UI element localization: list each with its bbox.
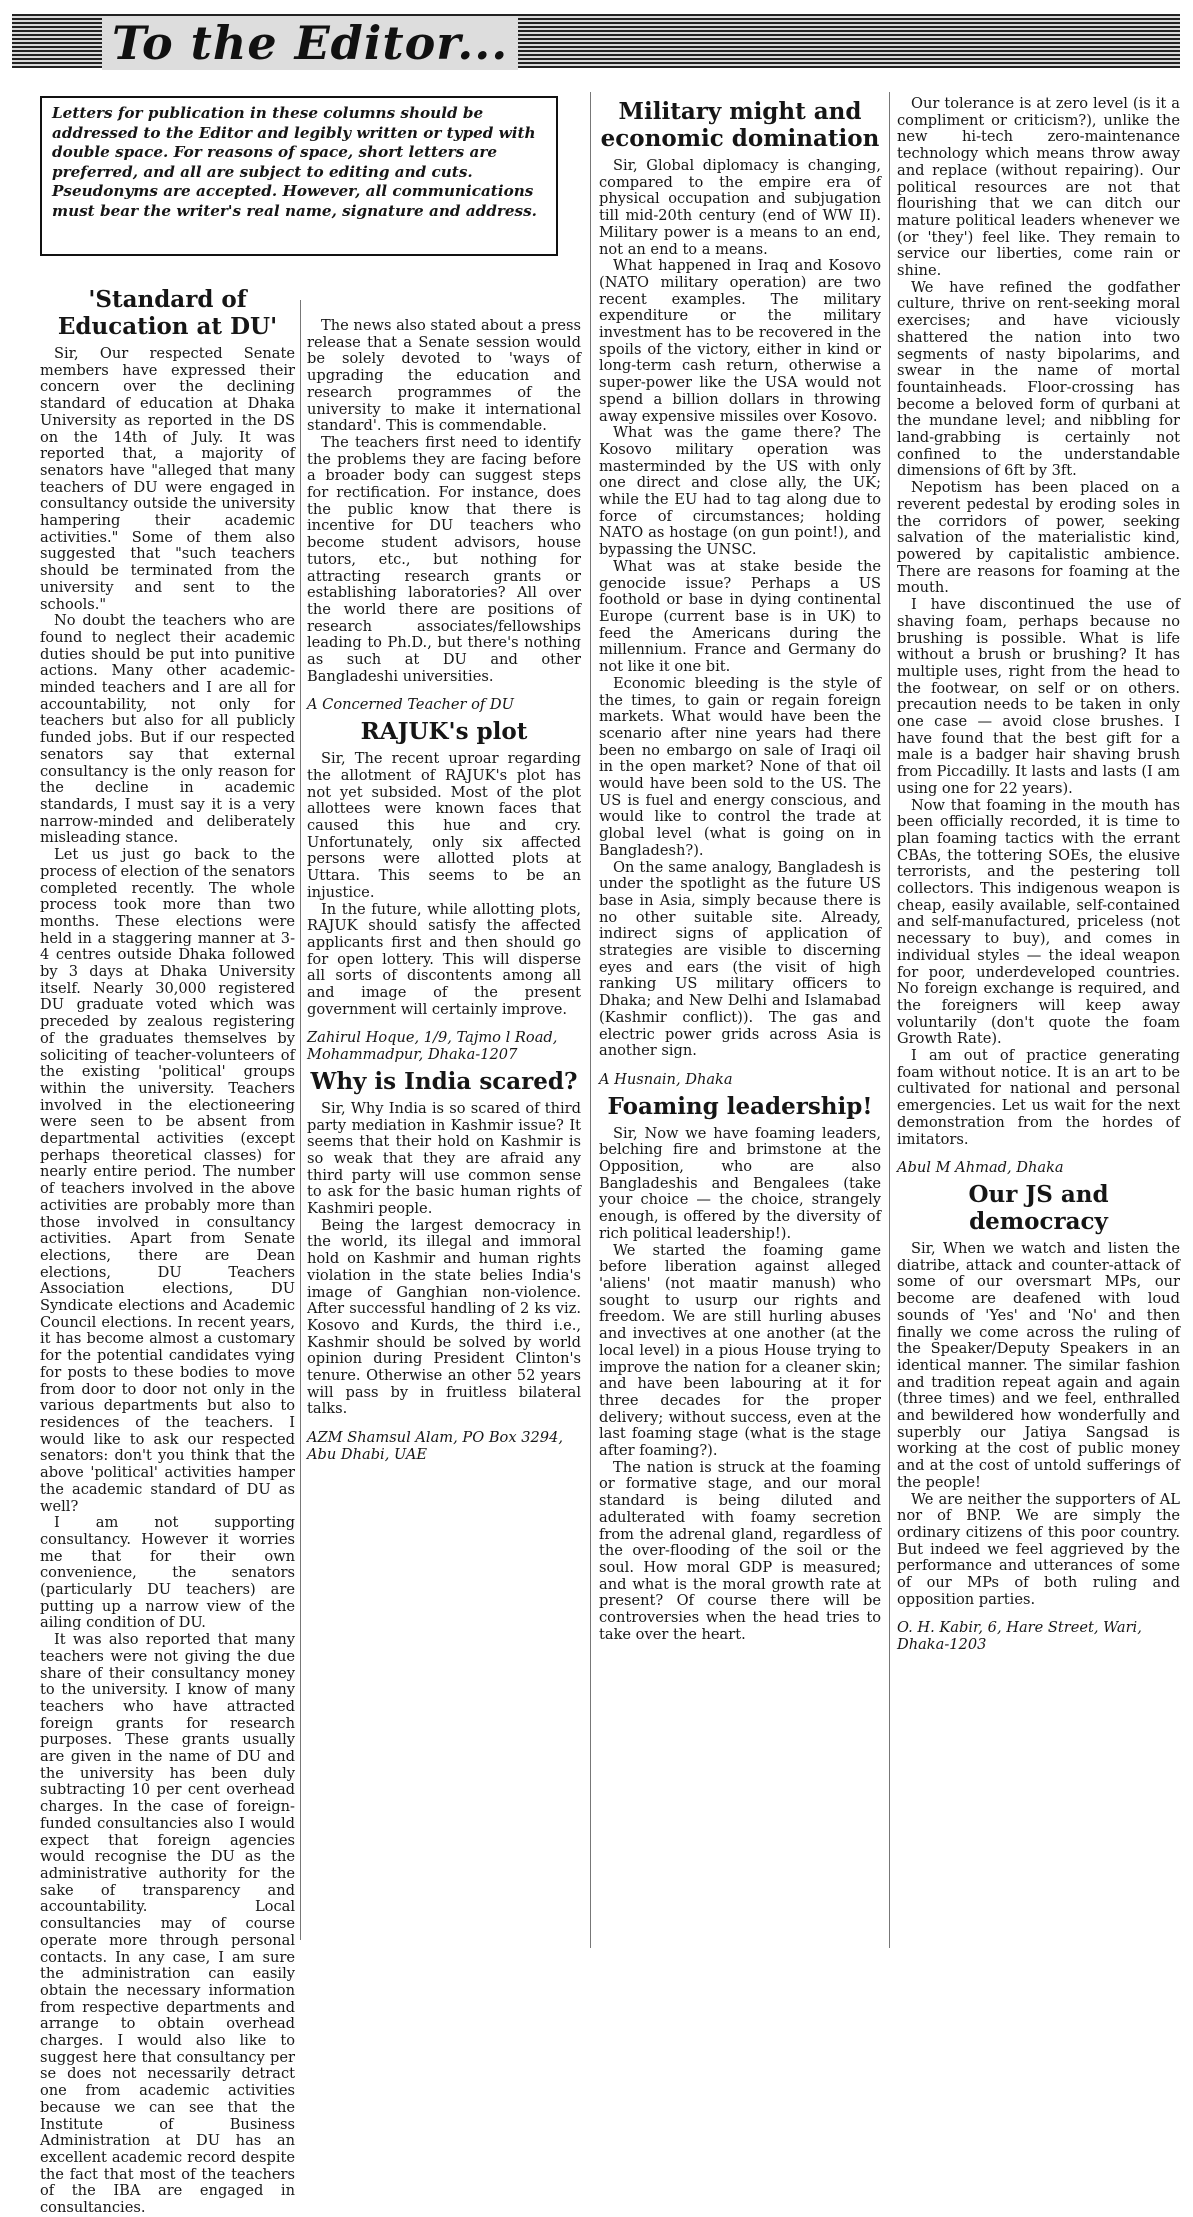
letter-paragraph: On the same analogy, Bangladesh is under the spotlight as the future US base in Asia, simply because there is no other suitable site. Already, indirect signs of application of strategies are visible to discerning eyes and ears (the visit of high ranking US military officers to Dhaka; and New Delhi and Islamabad (Kashmir conflict)). The gas and electric power grids across Asia is another sign. (599, 858, 881, 1060)
letter-paragraph: What was at stake beside the genocide issue? Perhaps a US foothold or base in dying continental Europe (current base is in UK) to feed the Americans during the millennium. France and Germany do not like it one bit. (599, 557, 881, 676)
letter-paragraph: Let us just go back to the process of election of the senators completed recently. The whole process took more than two months. These elections were held in a staggering manner at 3-4 centres outside Dhaka followed by 3 days at Dhaka University itself. Nearly 30,000 registered DU graduate voted which was preceded by zealous registering of the graduates themselves by soliciting of teacher-volunteers of the existing 'political' groups within the university. Teachers involved in the electioneering were seen to be absent from departmental activities (except perhaps theoretical classes) for nearly entire period. The number of teachers involved in the above activities are probably more than those involved in consultancy activities. Apart from Senate elections, there are Dean elections, DU Teachers Association elections, DU Syndicate elections and Academic Council elections. In recent years, it has become almost a customary for the potential candidates vying for posts to these bodies to move from door to door not only in the various departments but also to residences of the teachers. I would like to ask our respected senators: don't you think that the above 'political' activities hamper the academic standard of DU as well? (40, 846, 295, 1515)
masthead-title: To the Editor... (102, 16, 518, 70)
letter-paragraph: It was also reported that many teachers were not giving the due share of their consultancy money to the university. I know of many teachers who have attracted foreign grants for research purposes. These grants usually are given in the name of DU and the university has been duly subtracting 10 per cent overhead charges. In the case of foreign-funded consultancies also I would expect that foreign agencies would recognise the DU as the administrative authority for the sake of transparency and accountability. Local consultancies may of course operate more through personal contacts. In any case, I am sure the administration can easily obtain the necessary information from respective departments and arrange to obtain overhead charges. I would also like to suggest here that consultancy per se does not necessarily detract one from academic activities because we can see that the Institute of Business Administration at DU has an excellent academic record despite the fact that most of the teachers of the IBA are engaged in consultancies. (40, 1631, 295, 2217)
letter-paragraph: Our tolerance is at zero level (is it a compliment or criticism?), unlike the new hi-tech zero-maintenance technology which means throw away and replace (without repairing). Our political resources are not that flourishing that we can ditch our mature political leaders whenever we (or 'they') feel like. They remain to service our liberties, come rain or shine. (897, 95, 1180, 280)
letter-paragraph: Being the largest democracy in the world, its illegal and immoral hold on Kashmir and human rights violation in the state belies India's image of Ganghian non-violence. After successful handling of 2 ks viz. Kosovo and Kurds, the third i.e., Kashmir should be solved by world opinion during President Clinton's tenure. Otherwise an other 52 years will pass by in fruitless bilateral talks. (307, 1216, 581, 1418)
column-1 (40, 282, 295, 2217)
letter-signature: O. H. Kabir, 6, Hare Street, Wari, Dhaka-1203 (897, 1619, 1142, 1654)
letter-paragraph: Sir, Why India is so scared of third party mediation in Kashmir issue? It seems that their hold on Kashmir is so weak that they are afraid any third party will use common sense to ask for the basic human rights of Kashmiri people. (307, 1099, 581, 1218)
letter-paragraph: In the future, while allotting plots, RAJUK should satisfy the affected applicants first and then should go for open lottery. This will disperse all sorts of discontents among all and image of the present government will certainly improve. (307, 900, 581, 1018)
letter-paragraph: Sir, The recent uproar regarding the allotment of RAJUK's plot has not yet subsided. Most of the plot allottees were known faces that caused this hue and cry. Unfortunately, only six affected persons were allotted plots at Uttara. This seems to be an injustice. (307, 750, 581, 901)
letter-paragraph: The teachers first need to identify the problems they are facing before a broader body can suggest steps for rectification. For instance, does the public know that there is incentive for DU teachers who become student advisors, house tutors, etc., but nothing for attracting research grants or establishing laboratories? All over the world there are positions of research associates/fellowships leading to Ph.D., but there's nothing as such at DU and other Bangladeshi universities. (307, 433, 581, 685)
letter-signature: A Concerned Teacher of DU (307, 696, 514, 714)
letter-title-js: Our JS and democracy (968, 1181, 1109, 1235)
letter-signature: A Husnain, Dhaka (599, 1070, 733, 1088)
letter-signature: AZM Shamsul Alam, PO Box 3294, Abu Dhabi, UAE (307, 1429, 563, 1463)
letter-paragraph: The nation is struck at the foaming or formative stage, and our moral standard is being diluted and adulterated with foamy secretion from the adrenal gland, regardless of the over-flooding of the soil or the soul. How moral GDP is measured; and what is the moral growth rate at present? Of course there will be controversies when the head tries to take over the heart. (599, 1458, 881, 1643)
column-3 (599, 94, 881, 1950)
letter-paragraph: The news also stated about a press release that a Senate session would be solely devoted to 'ways of upgrading the education and research programmes of the university to make it international standard'. This is commendable. (307, 317, 581, 435)
letter-paragraph: Now that foaming in the mouth has been officially recorded, it is time to plan foaming tactics with the errant CBAs, the tottering SOEs, the elusive terrorists, and the pestering toll collectors. This indigenous weapon is cheap, easily available, self-contained and self-manufactured, priceless (not necessary to buy), and comes in individual styles — the ideal weapon for poor, underdeveloped countries. No foreign exchange is required, and the foreigners will keep away voluntarily (don't quote the foam Growth Rate). (897, 796, 1180, 1048)
letter-title-rajuk: RAJUK's plot (360, 718, 528, 746)
letter-title-military: Military might and economic domination (600, 98, 880, 152)
letter-paragraph: We are neither the supporters of AL nor of BNP. We are simply the ordinary citizens of this poor country. But indeed we feel aggrieved by the performance and utterances of some of our MPs of both ruling and opposition parties. (897, 1490, 1180, 1608)
letter-signature: Zahirul Hoque, 1/9, Tajmo l Road, Mohammadpur, Dhaka-1207 (307, 1029, 558, 1064)
letter-paragraph: I have discontinued the use of shaving foam, perhaps because no brushing is possible. What is life without a brush or brushing? It has multiple uses, right from the head to the footwear, on self or on others. precaution needs to be taken in only one case — avoid close brushes. I have found that the best gift for a male is a badger hair shaving brush from Piccadilly. It lasts and lasts (I am using one for 22 years). (897, 596, 1180, 797)
letter-title-india: Why is India scared? (310, 1067, 578, 1095)
letter-paragraph: We started the foaming game before liberation against alleged 'aliens' (not maatir manush) who sought to usurp our rights and freedom. We are still hurling abuses and invectives at one another (at the local level) in a pious House trying to improve the nation for a cleaner skin; and have been labouring at it for three decades for the proper delivery; without success, even at the last foaming stage (what is the stage after foaming?). (599, 1241, 881, 1460)
column-divider (300, 300, 301, 1940)
masthead-banner (12, 14, 1180, 68)
letter-paragraph: I am out of practice generating foam without notice. It is an art to be cultivated for national and personal emergencies. Let us wait for the next demonstration from the hordes of imitators. (897, 1047, 1180, 1148)
letter-paragraph: Nepotism has been placed on a reverent pedestal by eroding soles in the corridors of power, seeking salvation of the materialistic kind, powered by capitalistic ambience. There are reasons for foaming at the mouth. (897, 479, 1180, 597)
column-divider (590, 92, 591, 1948)
editorial-notice: Letters for publication in these columns should be addressed to the Editor and legibly written or typed with double space. For reasons of space, short letters are preferred, and all are subject to editing and cuts. Pseudonyms are accepted. However, all communications must bear the writer's real name, signature and address. (40, 96, 558, 256)
column-divider (889, 92, 890, 1948)
letter-signature: Abul M Ahmad, Dhaka (897, 1159, 1064, 1177)
letter-paragraph: What was the game there? The Kosovo military operation was masterminded by the US with only one direct and close ally, the UK; while the EU had to tag along due to force of circumstances; holding NATO as hostage (on gun point!), and bypassing the UNSC. (599, 424, 881, 559)
letter-paragraph: We have refined the godfather culture, thrive on rent-seeking moral exercises; and have viciously shattered the nation into two segments of nasty bipolarims, and swear in the name of mortal fountainheads. Floor-crossing has become a beloved form of qurbani at the mundane level; and nibbling for land-grabbing is certainly not confined to the understandable dimensions of 6ft by 3ft. (897, 278, 1180, 480)
letter-paragraph: Sir, Now we have foaming leaders, belching fire and brimstone at the Opposition, who are also Bangladeshis and Bengalees (take your choice — the choice, strangely enough, is offered by the diversity of rich political leadership!). (599, 1124, 881, 1242)
letter-paragraph: What happened in Iraq and Kosovo (NATO military operation) are two recent examples. The military expenditure or the military investment has to be recovered in the spoils of the victory, either in kind or long-term cash return, otherwise a super-power like the USA would not spend a billion dollars in throwing away expensive missiles over Kosovo. (599, 257, 881, 425)
letter-paragraph: Sir, Global diplomacy is changing, compared to the empire era of physical occupation and subjugation till mid-20th century (end of WW II). Military power is a means to an end, not an end to a means. (599, 157, 881, 258)
letter-paragraph: Sir, Our respected Senate members have expressed their concern over the declining standard of education at Dhaka University as reported in the DS on the 14th of July. It was reported that, a majority of senators have "alleged that many teachers of DU were engaged in consultancy outside the university hampering their academic activities." Some of them also suggested that "such teachers should be terminated from the university and sent to the schools." (40, 345, 295, 613)
letter-paragraph: Economic bleeding is the style of the times, to gain or regain foreign markets. What would have been the scenario after nine years had there been no embargo on sale of Iraqi oil in the open market? None of that oil would have been sold to the US. The US is fuel and energy conscious, and would like to control the trade at global level (what is going on in Bangladesh?). (599, 674, 881, 859)
column-4 (897, 96, 1180, 1950)
letter-paragraph: Sir, When we watch and listen the diatribe, attack and counter-attack of some of our oversmart MPs, our become are deafened with loud sounds of 'Yes' and 'No' and then finally we come across the ruling of the Speaker/Deputy Speakers in an identical manner. The similar fashion and tradition repeat again and again (three times) and we feel, enthralled and bewildered how wonderfully and superbly our Jatiya Sangsad is working at the cost of public money and at the cost of untold sufferings of the people! (897, 1240, 1180, 1491)
letter-title-du: 'Standard of Education at DU' (57, 286, 278, 340)
column-2 (307, 318, 581, 1948)
letter-paragraph: No doubt the teachers who are found to neglect their academic duties should be put into punitive actions. Many other academic-minded teachers and I are all for accountability, not only for teachers but also for all publicly funded jobs. But if our respected senators say that external consultancy is the only reason for the decline in academic standards, I must say it is a very narrow-minded and deliberately misleading stance. (40, 612, 295, 847)
letter-title-foaming: Foaming leadership! (607, 1092, 873, 1120)
letter-paragraph: I am not supporting consultancy. However it worries me that for their own convenience, the senators (particularly DU teachers) are putting up a narrow view of the ailing condition of DU. (40, 1514, 295, 1632)
